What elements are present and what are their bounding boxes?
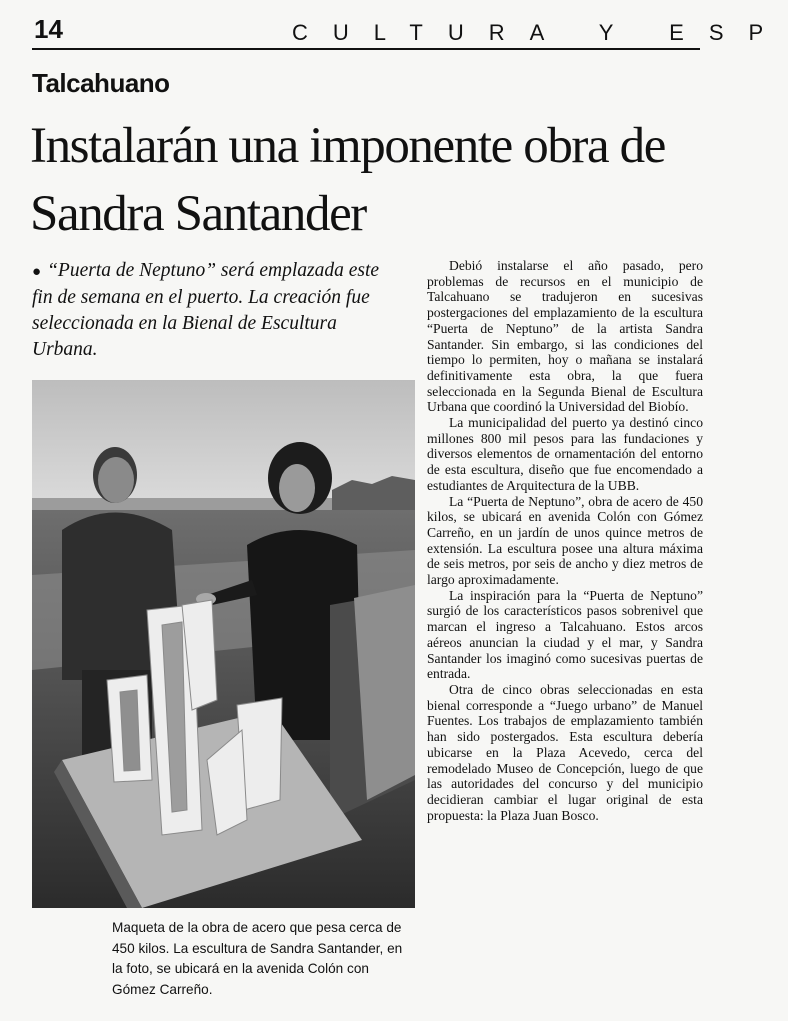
body-paragraph-3: La “Puerta de Neptuno”, obra de acero de 450 kilos, se ubicará en avenida Colón con Gómez Carreño, en un jardín de unos quince metros de extensión. La escultura posee una altura máxima de seis metros, por seis de ancho y diez metros de largo aproximadamente.: [427, 493, 703, 588]
bullet-icon: ●: [32, 264, 42, 280]
article-body: [427, 258, 703, 823]
body-paragraph-5: Otra de cinco obras seleccionadas en esta bienal corresponde a “Juego urbano” de Manuel Fuentes. Los trabajos de emplazamiento también han sido postergados. Esta escultura debería ubicarse en la Plaza Acevedo, cerca del remodelado Museo de Concepción, luego de que las autoridades del concurso y del municipio decidieran cambiar el lugar original de esta propuesta: la Plaza Juan Bosco.: [427, 681, 703, 823]
kicker: Talcahuano: [32, 68, 170, 98]
section-name: CULTURA Y ESP: [292, 20, 788, 45]
body-paragraph-4: La inspiración para la “Puerta de Neptuno” surgió de los característicos pasos sobrenivel que marcan el ingreso a Talcahuano. Estos arcos aéreos anuncian la ciudad y el mar, y Sandra Santander los imaginó como sucesivas puertas de entrada.: [427, 587, 703, 682]
body-paragraph-1: Debió instalarse el año pasado, pero problemas de recursos en el municipio de Talcahuano se tradujeron en sucesivas postergaciones del emplazamiento de la escultura “Puerta de Neptuno” de la artista Sandra Santander. Sin embargo, si las condiciones del tiempo lo permiten, hoy o mañana se instalará definitivamente esta obra, la que fuera seleccionada en la Segunda Bienal de Escultura Urbana que coordinó la Universidad del Biobío.: [427, 258, 703, 415]
photo-sculpture-model-icon: [32, 380, 415, 908]
article-photo: [32, 380, 415, 908]
photo-caption: Maqueta de la obra de acero que pesa cerca de 450 kilos. La escultura de Sandra Santander, en la foto, se ubicará en la avenida Colón con Gómez Carreño.: [112, 920, 403, 997]
lead-paragraph: [32, 258, 404, 363]
body-paragraph-2: La municipalidad del puerto ya destinó cinco millones 800 mil pesos para las fundaciones y diversos elementos de ornamentación del entorno de esta escultura, diseño que fue encomendado a estudiantes de Arquitectura de la UBB.: [427, 415, 703, 493]
headline: Instalarán una imponente obra de Sandra Santander: [30, 118, 665, 242]
page-number: 14: [34, 14, 63, 44]
header-rule: [32, 48, 700, 50]
lead-text: “Puerta de Neptuno” será emplazada este fin de semana en el puerto. La creación fue seleccionada en la Bienal de Escultura Urbana.: [32, 260, 380, 360]
